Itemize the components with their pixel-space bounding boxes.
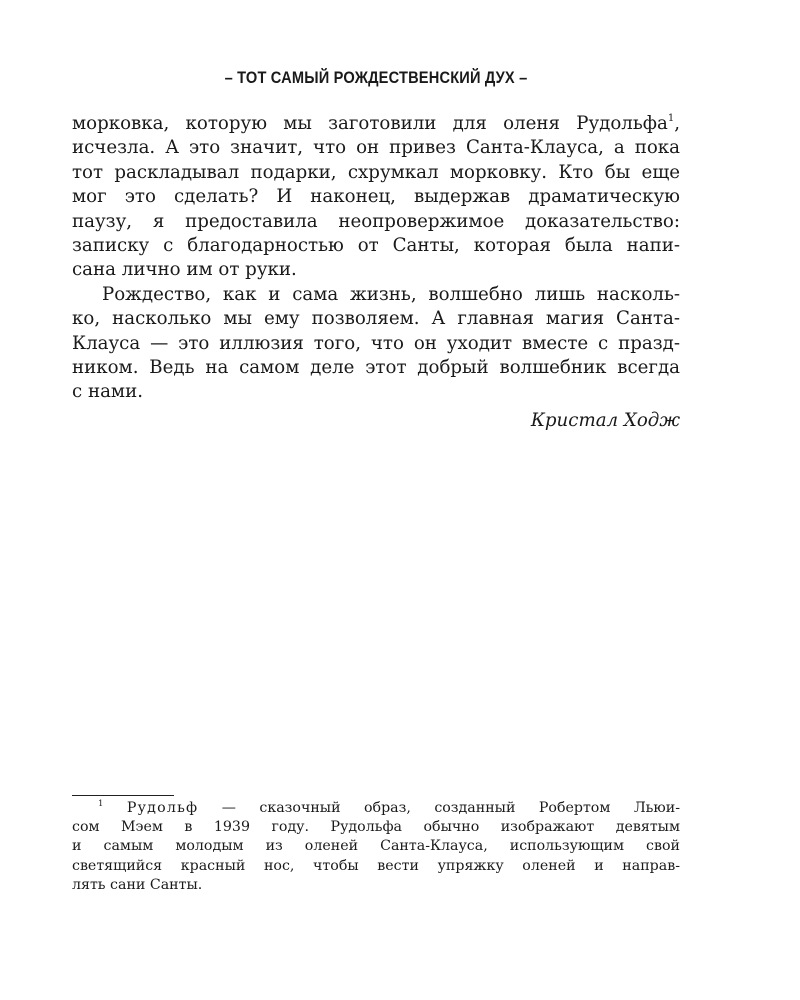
body-line: мог это сделать? И наконец, выдержав драматическую (72, 186, 680, 208)
footnote-line: и самым молодым из оленей Санта-Клауса, использующим свой (72, 838, 680, 855)
footnote-line-text: — сказочный образ, созданный Робертом Льюи- (198, 800, 681, 816)
footnote-term: Рудольф (126, 800, 199, 816)
book-page (72, 0, 680, 1000)
body-line: с нами. (72, 381, 143, 403)
footnote-line: лять сани Санты. (72, 876, 203, 893)
body-line: тот раскладывал подарки, схрумкал морковку. Кто бы еще (72, 161, 680, 183)
body-line-text: морковка, которую мы заготовили для оленя Рудольфа (72, 113, 668, 134)
body-text (72, 112, 680, 405)
footnote-line: светящийся красный нос, чтобы вести упряжку оленей и направ- (72, 857, 680, 874)
footnote-line: сом Мэем в 1939 году. Рудольфа обычно изображают девятым (72, 819, 680, 836)
running-head: – ТОТ САМЫЙ РОЖДЕСТВЕНСКИЙ ДУХ – (224, 68, 528, 87)
author-signature: Кристал Ходж (530, 410, 680, 431)
body-line (72, 112, 680, 136)
body-line: ко, насколько мы ему позволяем. А главная магия Санта- (72, 308, 680, 330)
body-line-punct: , (674, 113, 680, 134)
body-line: ником. Ведь на самом деле этот добрый волшебник всегда (72, 356, 680, 378)
body-line: сана лично им от руки. (72, 259, 297, 281)
body-line: Рождество, как и сама жизнь, волшебно лишь насколь- (102, 283, 680, 305)
footnotes (72, 799, 680, 895)
footnote-reference[interactable]: 1 (667, 113, 675, 124)
body-line: исчезла. А это значит, что он привез Санта-Клауса, а пока (72, 137, 680, 159)
footnote-marker: 1 (98, 799, 104, 809)
body-line: Клауса — это иллюзия того, что он уходит вместе с празд- (72, 332, 680, 354)
footnote-divider (72, 795, 174, 796)
body-line: записку с благодарностью от Санты, которая была напи- (72, 234, 680, 256)
body-line: паузу, я предоставила неопровержимое доказательство: (72, 210, 680, 232)
footnote-line (72, 799, 680, 818)
